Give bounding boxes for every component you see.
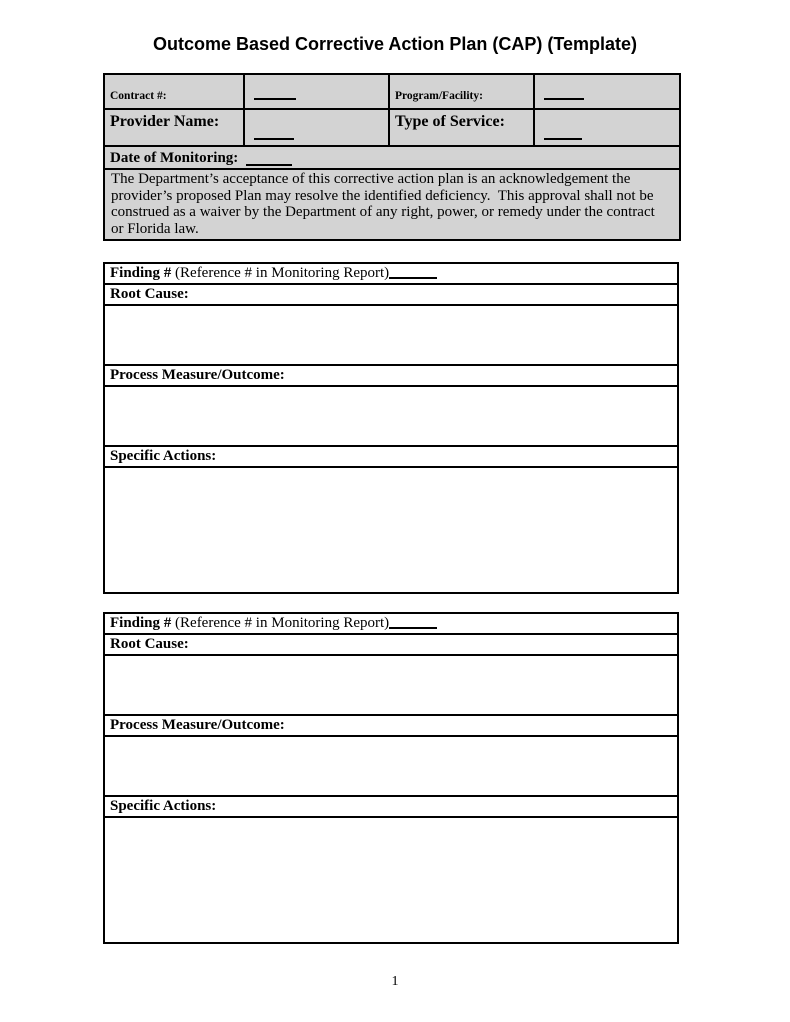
process-measure-input-row <box>104 386 678 446</box>
root-cause-label: Root Cause: <box>104 634 678 655</box>
specific-actions-label-row <box>104 446 678 467</box>
root-cause-label: Root Cause: <box>104 284 678 305</box>
process-measure-label-row <box>104 715 678 736</box>
date-of-monitoring-cell <box>104 146 680 169</box>
specific-actions-field[interactable] <box>104 817 678 943</box>
finding-number-label: Finding # <box>110 615 172 631</box>
page-title: Outcome Based Corrective Action Plan (CAP) (Template) <box>152 34 638 54</box>
info-row-1 <box>104 74 680 109</box>
specific-actions-field[interactable] <box>104 467 678 593</box>
root-cause-input-row <box>104 655 678 715</box>
acceptance-notice: The Department’s acceptance of this corrective action plan is an acknowledgement the provider’s proposed Plan may resolve the identified deficiency. This approval shall not be construed as a waiver by the Department of any right, power, or remedy under the contract or Florida law. <box>104 169 680 240</box>
specific-actions-input-row <box>104 467 678 593</box>
program-facility-blank-line[interactable] <box>544 98 584 100</box>
contract-label: Contract #: <box>104 74 244 109</box>
date-of-monitoring-label: Date of Monitoring: <box>110 150 239 166</box>
info-row-date <box>104 146 680 169</box>
root-cause-label-row <box>104 284 678 305</box>
contract-field[interactable] <box>244 74 389 109</box>
finding-number-label: Finding # <box>110 265 172 281</box>
type-of-service-label: Type of Service: <box>389 109 534 146</box>
finding-number-cell <box>104 263 678 284</box>
process-measure-label: Process Measure/Outcome: <box>104 715 678 736</box>
contract-blank-line[interactable] <box>254 98 296 100</box>
finding-reference-text: (Reference # in Monitoring Report) <box>171 265 390 281</box>
provider-name-label: Provider Name: <box>104 109 244 146</box>
root-cause-field[interactable] <box>104 655 678 715</box>
specific-actions-input-row <box>104 817 678 943</box>
finding-number-cell <box>104 613 678 634</box>
program-facility-label: Program/Facility: <box>389 74 534 109</box>
type-of-service-blank-line[interactable] <box>544 138 582 140</box>
process-measure-field[interactable] <box>104 386 678 446</box>
process-measure-field[interactable] <box>104 736 678 796</box>
process-measure-label: Process Measure/Outcome: <box>104 365 678 386</box>
process-measure-label-row <box>104 365 678 386</box>
program-facility-field[interactable] <box>534 74 680 109</box>
provider-name-blank-line[interactable] <box>254 138 294 140</box>
date-of-monitoring-blank-line[interactable] <box>246 148 292 166</box>
info-row-2 <box>104 109 680 146</box>
finding-number-blank-line[interactable] <box>389 615 437 629</box>
provider-name-field[interactable] <box>244 109 389 146</box>
finding-section-1 <box>103 262 679 594</box>
finding-section-2 <box>103 612 679 944</box>
page-number: 1 <box>391 974 399 989</box>
finding-header-row <box>104 263 678 284</box>
info-table <box>103 73 681 241</box>
specific-actions-label: Specific Actions: <box>104 796 678 817</box>
info-row-notice <box>104 169 680 240</box>
document-content <box>103 73 679 944</box>
root-cause-label-row <box>104 634 678 655</box>
type-of-service-field[interactable] <box>534 109 680 146</box>
root-cause-field[interactable] <box>104 305 678 365</box>
finding-reference-text: (Reference # in Monitoring Report) <box>171 615 390 631</box>
finding-number-blank-line[interactable] <box>389 265 437 279</box>
finding-header-row <box>104 613 678 634</box>
specific-actions-label: Specific Actions: <box>104 446 678 467</box>
root-cause-input-row <box>104 305 678 365</box>
specific-actions-label-row <box>104 796 678 817</box>
process-measure-input-row <box>104 736 678 796</box>
